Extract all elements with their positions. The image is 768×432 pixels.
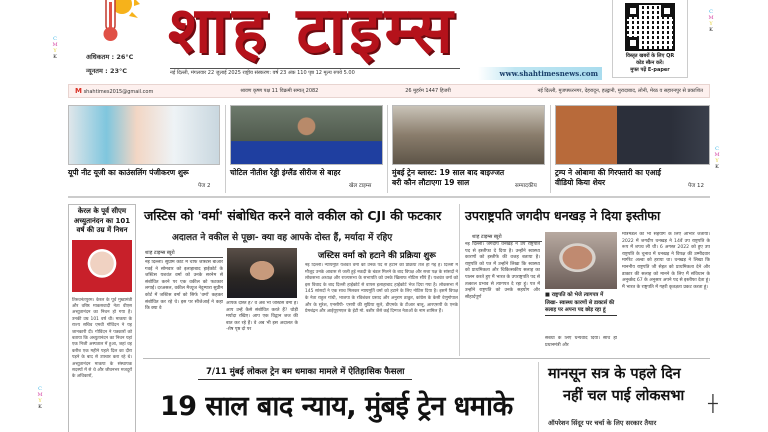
cmyk-k: K — [715, 164, 719, 170]
gmail-icon: M — [75, 87, 82, 95]
cmyk-c: C — [53, 36, 57, 42]
monsoon-headline-line2[interactable]: नहीं चल पाई लोकसभा — [563, 388, 685, 404]
info-bar — [68, 84, 710, 98]
cmyk-m: M — [52, 42, 58, 48]
divider — [538, 362, 539, 432]
qr-caption: मुफ्त पढ़ें E-paper — [630, 67, 670, 73]
cmyk-y: Y — [38, 398, 42, 404]
cmyk-y: Y — [53, 48, 57, 54]
main-story-body: नई दिल्ली। सुप्रीम कोर्ट में चीफ जस्टिस बीआर गवई ने सोमवार को इलाहाबाद हाईकोर्ट के जस्टिस यशवंत वर्मा को उनके सरनेम से संबोधित करने पर एक वकील को फटकार लगाई। दरअसल, वकील मैथ्यूज नेदुम्पारा सुप्रीम कोर्ट में जस्टिस वर्मा को सिर्फ 'वर्मा' कहकर संबोधित कर रहे थे। इस पर सीजेआई ने कहा कि क्या वे — [145, 260, 223, 312]
newspaper-logo: शाह टाइम्स — [168, 0, 457, 68]
cmyk-c: C — [38, 386, 42, 392]
teaser-page-ref: पेज 12 — [688, 183, 704, 189]
square-bullet-icon: ■ — [545, 292, 552, 298]
dateline: नई दिल्ली, मंगलवार 22 जुलाई 2025 राष्ट्रीय संस्करण: वर्ष 23 अंक 110 पृष्ठ 12 मूल्य रुपये 5.00 — [170, 68, 460, 76]
left-story-headline[interactable]: केरल के पूर्व सीएम अच्युतानंदन का 101 वर्ष की उम्र में निधन — [73, 207, 131, 234]
main-headline[interactable]: जस्टिस को 'वर्मा' संबोधित करने वाले वकील को CJI की फटकार — [144, 208, 442, 223]
qr-code-icon[interactable] — [625, 3, 675, 51]
divider — [143, 358, 710, 359]
cmyk-k: K — [53, 54, 57, 60]
left-story — [68, 204, 136, 432]
teaser-page-ref: पेज 2 — [198, 183, 211, 189]
email-text: shahtimes2015@gmail.com — [83, 89, 154, 95]
main-story-body-2: आपके दोस्त हैं? वे अब भी जस्टिस वर्मा हैं। आप उन्हें कैसे संबोधित करते हैं? थोड़ी मर्यादा रखिए। आप एक विद्वान जज की बात कर रहे हैं। वे अब भी इस अदालत के -शेष पृष्ठ दो पर — [226, 301, 298, 333]
divider — [387, 105, 388, 193]
thermometer-sun-icon — [98, 0, 140, 44]
left-story-body: तिरुवनंतपुरम। केरल के पूर्व मुख्यमंत्री और वरिष्ठ माकसवादी नेता वीएस अच्युतानंदन का निधन हो गया है। उनकी उम्र 101 वर्ष थी। माकपा के राज्य सचिव एमवी गोविंदन ने यह जानकारी दी। गोविंदन ने पत्रकारों को बताया कि अच्युतानंदन का निधन यहां एक निजी अस्पताल में हुआ, जहां वह करीब एक महीने पहले दिल का दौरा पड़ने के बाद से उपचार करा रहे थे। अच्युतानंदन माकपा के संस्थापक सदस्यों में से थे और जीवनभर मजदूरों के अधिकारों, — [72, 297, 132, 380]
divider — [68, 196, 710, 198]
email[interactable] — [75, 87, 153, 95]
vp-headline[interactable]: उपराष्ट्रपति जगदीप धनखड़ ने दिया इस्तीफा — [465, 208, 661, 223]
teaser-photo-obama-trump[interactable] — [555, 105, 710, 165]
vp-photo — [545, 232, 617, 289]
teaser-photo-doctors[interactable] — [68, 105, 220, 165]
cmyk-k: K — [38, 404, 42, 410]
justice-photo — [227, 248, 297, 298]
cmyk-registration-mark — [707, 9, 715, 33]
qr-code-box — [612, 0, 688, 78]
cmyk-c: C — [709, 9, 713, 15]
pull-quote-text: राष्ट्रपति को भेजे त्यागपत्र में लिखा- स्वास्थ्य कारणों से डाक्टर्स की सलाह पर अपना पद छोड़ रहा हूं — [545, 292, 615, 313]
vp-story-body-3: मंत्रिमंडल को भी सहयोग के लिए आभार जताया। 2022 में जगदीप धनखड़ ने 14वें उप राष्ट्रपति के रूप में शपथ ली थी। 6 अगस्त 2022 को हुए उप राष्ट्रपति के चुनाव में धनखड़ ने विपक्ष की उम्मीदवार मार्गरेट अल्वा को हराया था। धनखड़ ने लिखा कि माननीय राष्ट्रपति जी सेहत को प्राथमिकता देने और डाक्टर की सलाह को मानने के लिए मैं संविधान के अनुच्छेद 67 के अनुसार अपने पद से इस्तीफा देता हूं। मैं भारत के राष्ट्रपति में गहरी कृतज्ञता प्रकट करता हूं। — [622, 232, 710, 290]
main-subhead: अदालत ने वकील से पूछा- क्या वह आपके दोस्त हैं, मर्यादा में रहिए — [172, 233, 393, 243]
editions: नई दिल्ली, मुजफ्फरनगर, देहरादून, हल्द्वानी, मुरादाबाद, लोनी, मेरठ व सहारनपुर से प्रकाशित — [537, 88, 703, 94]
hijri-date: 26 मुहर्रम 1447 हिजरी — [405, 88, 451, 94]
teaser-page-ref: सम्पादकीय — [515, 183, 537, 189]
teaser-photo-cricketer[interactable] — [230, 105, 383, 165]
side-headline[interactable]: जस्टिस वर्मा को हटाने की प्रक्रिया शुरू — [318, 251, 436, 261]
cmyk-registration-mark — [51, 36, 59, 60]
teaser-photo-train-blast[interactable] — [392, 105, 545, 165]
byline: शाह टाइम्स ब्यूरो — [472, 234, 542, 242]
divider — [550, 105, 551, 193]
min-temperature: न्यूनतम : 23°C — [86, 67, 128, 75]
cmyk-registration-mark — [713, 146, 721, 170]
teaser-page-ref: खेल टाइम्स — [349, 183, 372, 189]
qr-caption: विस्तृत खबरों के लिए QR — [625, 53, 675, 59]
teaser-caption[interactable]: चोटिल नीतीश रेड्डी इंग्लैंड सीरीज से बाहर — [230, 168, 341, 177]
vp-story-body-2: संबंधों के लिए धन्यवाद दिया। साथ ही प्रधानमंत्री और — [545, 336, 617, 348]
left-story-photo — [72, 240, 132, 292]
teaser-caption[interactable]: मुंबई ट्रेन ब्लास्ट: 19 साल बाद बाइज्जत बरी कौन लौटाएगा 19 साल — [392, 168, 505, 187]
side-story-body: नई दिल्ली। न्यायमूर्ति यशवंत वर्मा को उनके पद से हटाने की प्रक्रिया तेज हो गई है। दिल्ली में मौजूद उनके आवास से जली हुई नकदी के बंडल मिलने के बाद विपक्ष और सत्ता पक्ष के सांसदों ने लोकसभा अध्यक्ष और राज्यसभा के सभापति को उनके खिलाफ नोटिस सौंपे हैं। यशवंत वर्मा को इस विवाद के बाद दिल्ली हाईकोर्ट से वापस इलाहाबाद हाईकोर्ट भेज दिया गया है। लोकसभा में 145 सांसदों ने एक साथ मिलकर न्यायमूर्ति वर्मा को हटाने के लिए नोटिस दिया है। इसमें विपक्ष के नेता राहुल गांधी, भाजपा के रविशंकर प्रसाद और अनुराग ठाकुर, कांग्रेस के केसी वेणुगोपाल और के सुरेश, एनसीपी- एसपी की सुप्रिया सुले, डीएमके के टीआर बालू, आरएसपी के एनके प्रेमचंद्रन और आईयूएमएल के ईटी मो. बशीर जैसे कई दिग्गज नेताओं के नाम शामिल हैं। — [305, 263, 458, 315]
cmyk-k: K — [709, 27, 713, 33]
cmyk-c: C — [715, 146, 719, 152]
byline: शाह टाइम्स ब्यूरो — [145, 250, 223, 258]
pull-quote — [545, 292, 617, 316]
cmyk-y: Y — [715, 158, 719, 164]
cmyk-registration-mark — [36, 386, 44, 410]
train-kicker: 7/11 मुंबई लोकल ट्रेन बम धमाका मामले में ऐतिहासिक फैसला — [198, 366, 412, 380]
teaser-caption[interactable]: यूपी नीट यूजी का काउंसलिंग पंजीकरण शुरू — [68, 168, 189, 177]
crop-mark-icon: ┼ — [708, 394, 718, 413]
divider — [459, 204, 460, 356]
vp-story-body: नई दिल्ली। जगदीप धनखड़ ने उप राष्ट्रपति पद से इस्तीफा दे दिया है। उन्होंने स्वास्थ्य कारणों को इस्तीफे की वजह बताया है। राष्ट्रपति को पत्र में उन्होंने लिखा कि स्वास्थ्य को प्राथमिकता और चिकित्सकीय सलाह का पालन करते हुए मैं भारत के उपराष्ट्रपति पद से तत्काल प्रभाव से त्यागपत्र दे रहा हूं। पत्र में उन्होंने राष्ट्रपति को उनके सहयोग और सौहार्दपूर्ण — [465, 242, 540, 300]
qr-caption: कोड स्कैन करें। — [636, 60, 664, 66]
website-link[interactable]: www.shahtimesnews.com — [478, 67, 602, 80]
samvat-date: श्रावण कृष्ण पक्ष 11 विक्रमी सम्वत् 2082 — [240, 88, 319, 94]
divider — [225, 105, 226, 193]
monsoon-subhead: ऑपरेशन सिंदूर पर चर्चा के लिए सरकार तैयार — [548, 419, 657, 427]
train-headline[interactable]: 19 साल बाद न्याय, मुंबई ट्रेन धमाके — [160, 391, 513, 422]
cmyk-m: M — [37, 392, 43, 398]
cmyk-m: M — [708, 15, 714, 21]
cmyk-m: M — [714, 152, 720, 158]
monsoon-headline-line1[interactable]: मानसून सत्र के पहले दिन — [548, 366, 681, 382]
teaser-caption[interactable]: ट्रम्प ने ओबामा की गिरफ्तारी का एआई वीडियो किया शेयर — [555, 168, 661, 187]
cmyk-y: Y — [709, 21, 713, 27]
max-temperature: अधिकतम : 26°C — [86, 53, 134, 61]
